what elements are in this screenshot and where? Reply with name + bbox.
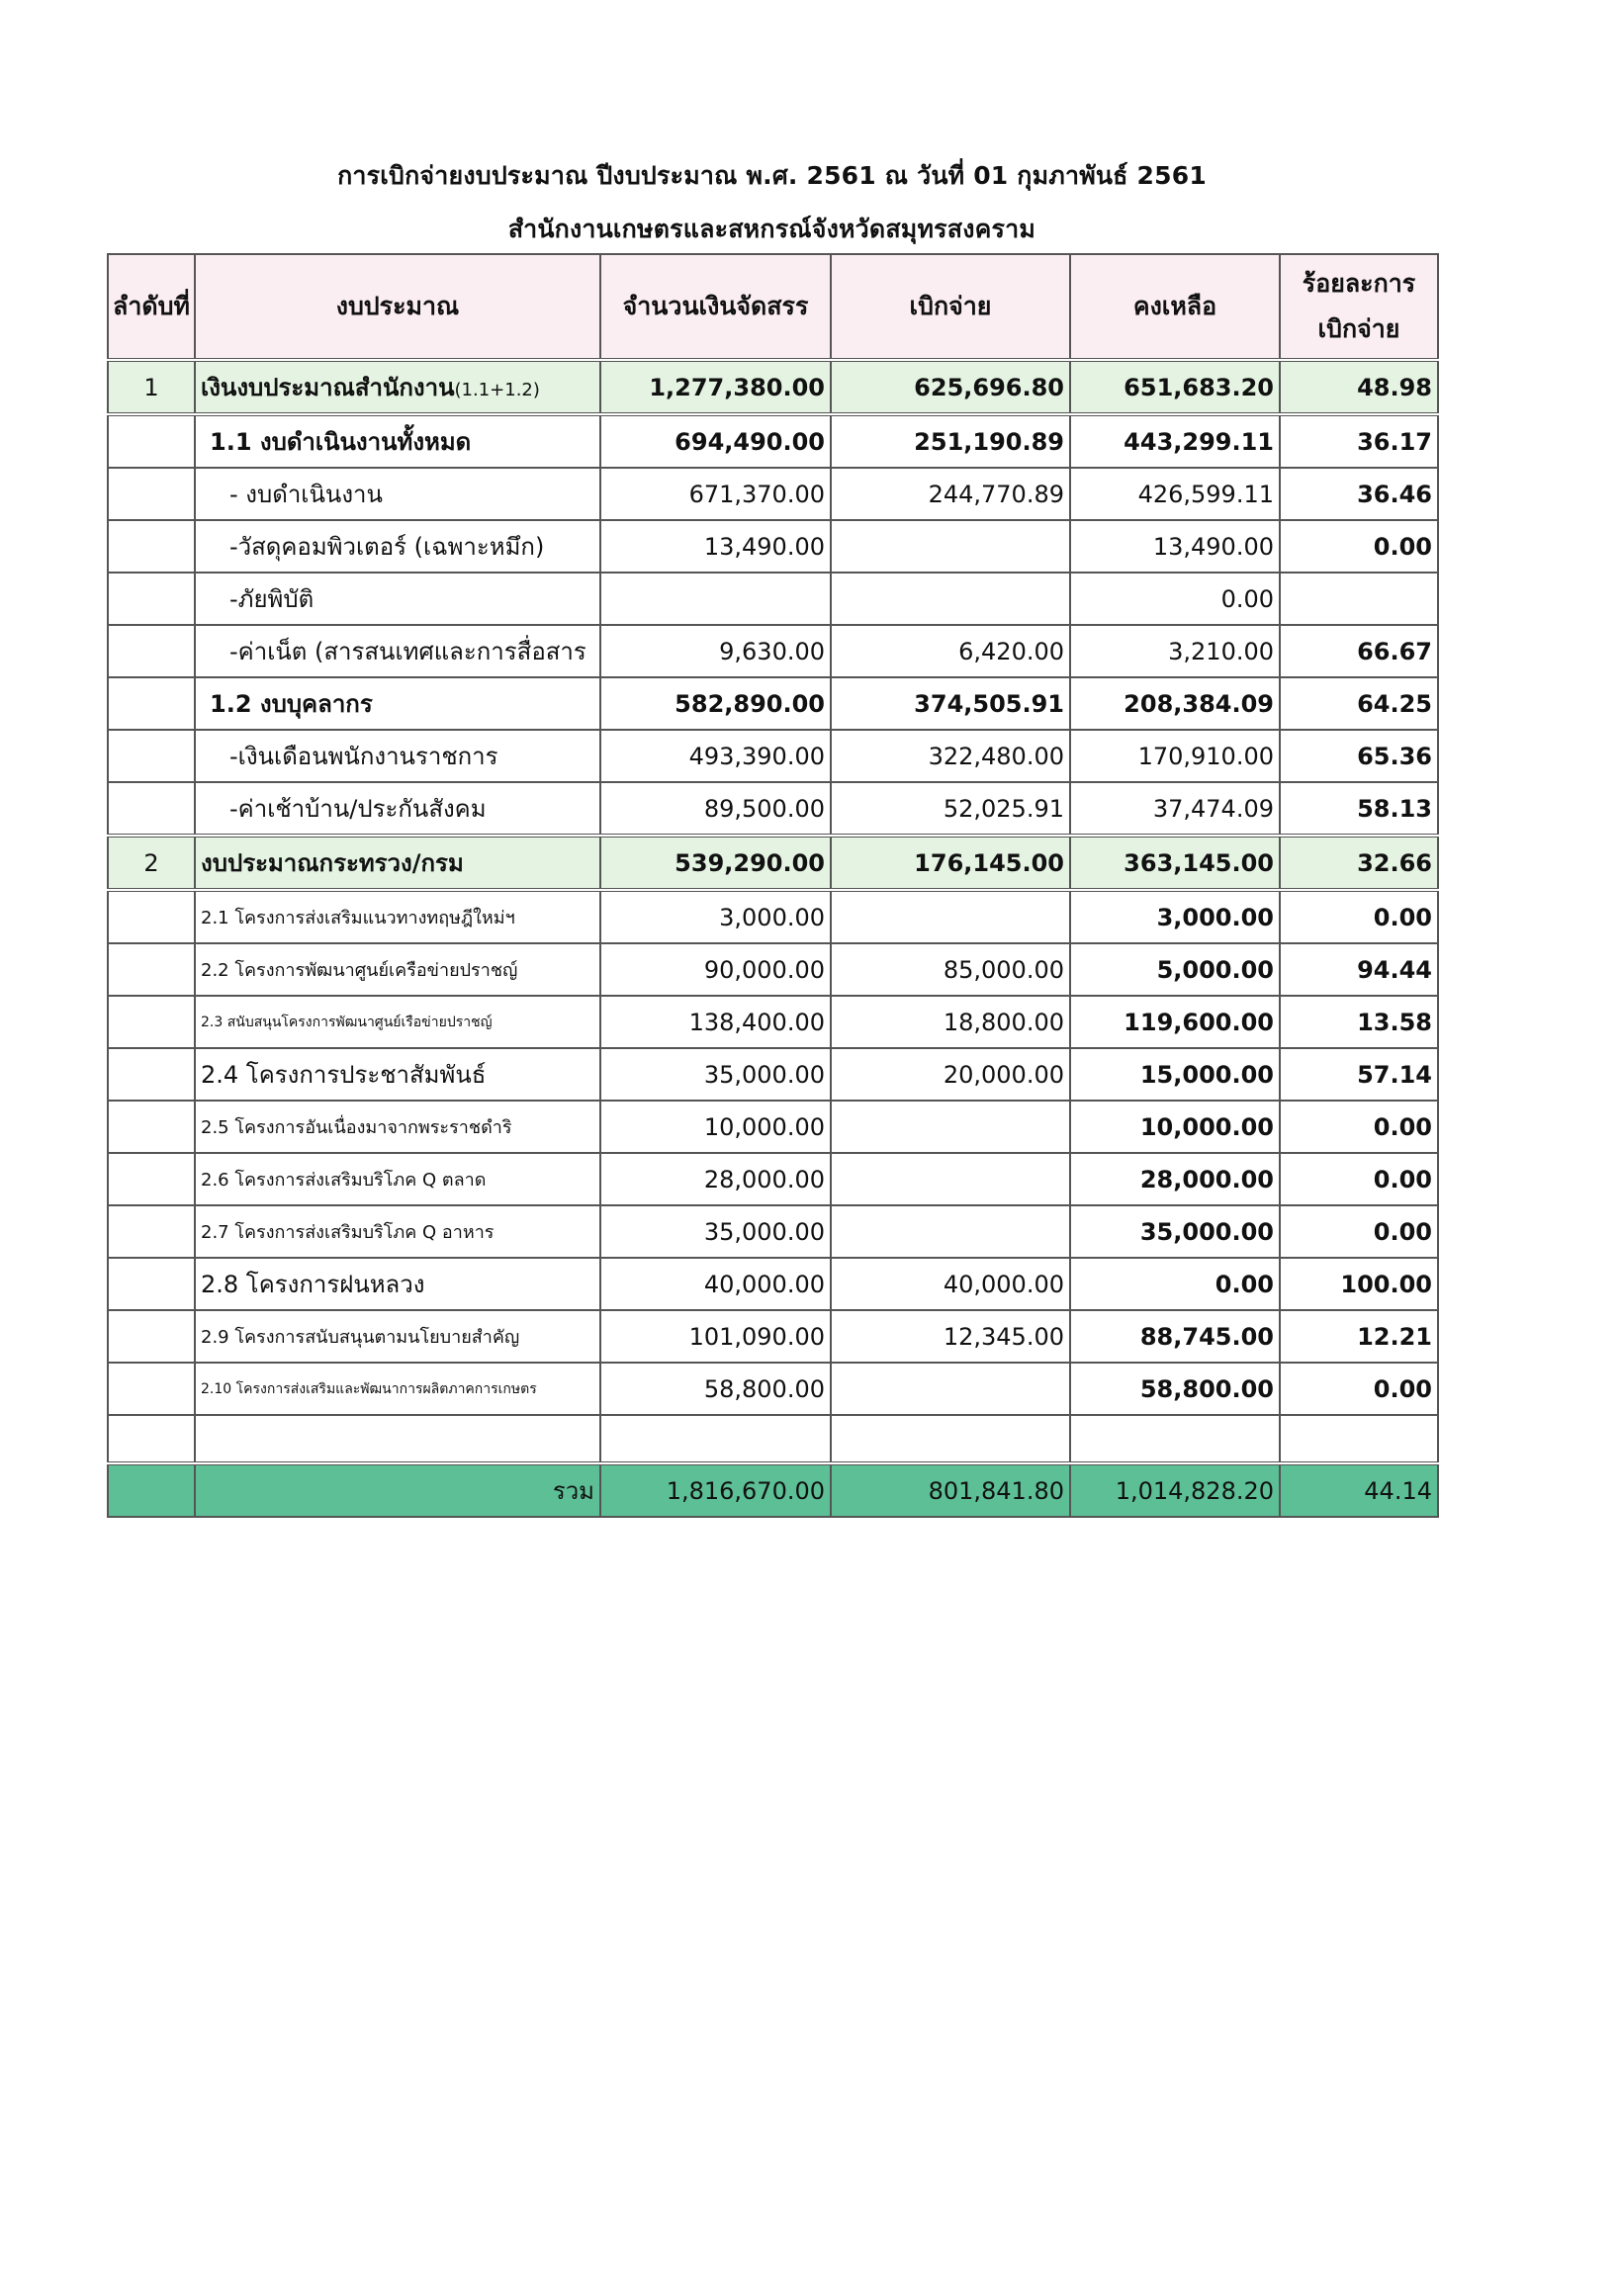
row-allocated: 35,000.00 [600, 1205, 831, 1258]
table-row [108, 1258, 1438, 1310]
row-item-text: เงินงบประมาณสำนักงาน [201, 374, 455, 401]
row-disbursed: 244,770.89 [831, 468, 1070, 520]
table-row [108, 1153, 1438, 1205]
row-remaining: 28,000.00 [1070, 1153, 1280, 1205]
header-allocated: จำนวนเงินจัดสรร [600, 254, 831, 360]
row-percent: 0.00 [1280, 1363, 1438, 1415]
row-disbursed: 20,000.00 [831, 1048, 1070, 1101]
row-remaining: 426,599.11 [1070, 468, 1280, 520]
row-percent: 64.25 [1280, 677, 1438, 730]
row-no [108, 1153, 195, 1205]
row-no [108, 1258, 195, 1310]
row-remaining: 443,299.11 [1070, 414, 1280, 468]
row-percent: 0.00 [1280, 1101, 1438, 1153]
row-remaining: 35,000.00 [1070, 1205, 1280, 1258]
row-remaining: 5,000.00 [1070, 943, 1280, 996]
header-no: ลำดับที่ [108, 254, 195, 360]
row-allocated: 493,390.00 [600, 730, 831, 782]
row-item: 2.9 โครงการสนับสนุนตามนโยบายสำคัญ [195, 1310, 600, 1363]
row-item: 2.8 โครงการฝนหลวง [195, 1258, 600, 1310]
row-remaining: 0.00 [1070, 573, 1280, 625]
table-row [108, 996, 1438, 1048]
header-disbursed: เบิกจ่าย [831, 254, 1070, 360]
row-disbursed: 40,000.00 [831, 1258, 1070, 1310]
table-row [108, 1048, 1438, 1101]
row-item: -วัสดุคอมพิวเตอร์ (เฉพาะหมึก) [195, 520, 600, 573]
row-no: 2 [108, 836, 195, 890]
row-percent: 36.46 [1280, 468, 1438, 520]
row-item: 2.4 โครงการประชาสัมพันธ์ [195, 1048, 600, 1101]
row-item: -เงินเดือนพนักงานราชการ [195, 730, 600, 782]
row-percent: 66.67 [1280, 625, 1438, 677]
row-remaining: 119,600.00 [1070, 996, 1280, 1048]
table-row [108, 677, 1438, 730]
row-remaining: 15,000.00 [1070, 1048, 1280, 1101]
total-label: รวม [195, 1463, 600, 1517]
row-disbursed: 176,145.00 [831, 836, 1070, 890]
row-percent: 0.00 [1280, 890, 1438, 943]
row-allocated: 138,400.00 [600, 996, 831, 1048]
row-remaining: 58,800.00 [1070, 1363, 1280, 1415]
table-row [108, 1310, 1438, 1363]
row-allocated: 58,800.00 [600, 1363, 831, 1415]
row-percent: 12.21 [1280, 1310, 1438, 1363]
table-row [108, 573, 1438, 625]
row-no [108, 996, 195, 1048]
row-item: -ค่าเช้าบ้าน/ประกันสังคม [195, 782, 600, 836]
total-allocated: 1,816,670.00 [600, 1463, 831, 1517]
table-row [108, 520, 1438, 573]
total-disbursed: 801,841.80 [831, 1463, 1070, 1517]
row-disbursed [831, 573, 1070, 625]
row-no [108, 1101, 195, 1153]
table-row [108, 782, 1438, 836]
row-allocated: 671,370.00 [600, 468, 831, 520]
total-no [108, 1463, 195, 1517]
row-disbursed [831, 890, 1070, 943]
row-item: 1.2 งบบุคลากร [195, 677, 600, 730]
header-remaining: คงเหลือ [1070, 254, 1280, 360]
row-item: 2.3 สนับสนุนโครงการพัฒนาศูนย์เรือข่ายปราชญ์ [195, 996, 600, 1048]
table-row [108, 1205, 1438, 1258]
budget-table [107, 253, 1439, 1518]
row-item: -ค่าเน็ต (สารสนเทศและการสื่อสาร [195, 625, 600, 677]
empty-cell [108, 1415, 195, 1463]
row-no [108, 943, 195, 996]
row-percent [1280, 573, 1438, 625]
row-percent: 48.98 [1280, 360, 1438, 414]
row-allocated [600, 573, 831, 625]
row-allocated: 28,000.00 [600, 1153, 831, 1205]
row-disbursed: 12,345.00 [831, 1310, 1070, 1363]
row-remaining: 13,490.00 [1070, 520, 1280, 573]
row-allocated: 35,000.00 [600, 1048, 831, 1101]
table-row [108, 890, 1438, 943]
total-percent: 44.14 [1280, 1463, 1438, 1517]
table-row [108, 414, 1438, 468]
row-disbursed [831, 1205, 1070, 1258]
row-disbursed: 52,025.91 [831, 782, 1070, 836]
row-no [108, 1205, 195, 1258]
empty-cell [831, 1415, 1070, 1463]
row-no [108, 625, 195, 677]
row-remaining: 170,910.00 [1070, 730, 1280, 782]
row-percent: 0.00 [1280, 1205, 1438, 1258]
row-no [108, 468, 195, 520]
row-allocated: 101,090.00 [600, 1310, 831, 1363]
row-remaining: 10,000.00 [1070, 1101, 1280, 1153]
table-row [108, 360, 1438, 414]
total-remaining: 1,014,828.20 [1070, 1463, 1280, 1517]
row-item: 2.2 โครงการพัฒนาศูนย์เครือข่ายปราชญ์ [195, 943, 600, 996]
row-item: -ภัยพิบัติ [195, 573, 600, 625]
table-row [108, 943, 1438, 996]
row-percent: 94.44 [1280, 943, 1438, 996]
total-row [108, 1463, 1438, 1517]
row-allocated: 3,000.00 [600, 890, 831, 943]
row-percent: 36.17 [1280, 414, 1438, 468]
empty-cell [1280, 1415, 1438, 1463]
table-row [108, 625, 1438, 677]
row-item: 2.6 โครงการส่งเสริมบริโภค Q ตลาด [195, 1153, 600, 1205]
row-item: งบประมาณกระทรวง/กรม [195, 836, 600, 890]
document-subtitle: สำนักงานเกษตรและสหกรณ์จังหวัดสมุทรสงคราม [507, 215, 1036, 243]
row-allocated: 40,000.00 [600, 1258, 831, 1310]
table-row [108, 468, 1438, 520]
table-row [108, 730, 1438, 782]
row-disbursed: 251,190.89 [831, 414, 1070, 468]
row-disbursed: 18,800.00 [831, 996, 1070, 1048]
header-percent-line2: เบิกจ่าย [1317, 314, 1400, 343]
row-allocated: 9,630.00 [600, 625, 831, 677]
row-remaining: 363,145.00 [1070, 836, 1280, 890]
row-percent: 100.00 [1280, 1258, 1438, 1310]
row-allocated: 539,290.00 [600, 836, 831, 890]
row-no [108, 890, 195, 943]
row-item-suffix: (1.1+1.2) [454, 380, 540, 400]
row-no [108, 573, 195, 625]
table-row [108, 1101, 1438, 1153]
row-disbursed: 322,480.00 [831, 730, 1070, 782]
row-percent: 0.00 [1280, 520, 1438, 573]
row-no: 1 [108, 360, 195, 414]
row-no [108, 520, 195, 573]
row-allocated: 90,000.00 [600, 943, 831, 996]
row-disbursed [831, 520, 1070, 573]
row-percent: 65.36 [1280, 730, 1438, 782]
row-no [108, 1363, 195, 1415]
row-allocated: 13,490.00 [600, 520, 831, 573]
row-percent: 32.66 [1280, 836, 1438, 890]
header-percent-line1: ร้อยละการ [1302, 269, 1416, 298]
row-remaining: 37,474.09 [1070, 782, 1280, 836]
row-remaining: 208,384.09 [1070, 677, 1280, 730]
row-no [108, 782, 195, 836]
document-title: การเบิกจ่ายงบประมาณ ปีงบประมาณ พ.ศ. 2561 ณ วันที่ 01 กุมภาพันธ์ 2561 [337, 161, 1207, 190]
row-item: 2.5 โครงการอันเนื่องมาจากพระราชดำริ [195, 1101, 600, 1153]
row-no [108, 1048, 195, 1101]
row-percent: 0.00 [1280, 1153, 1438, 1205]
row-no [108, 1310, 195, 1363]
empty-row [108, 1415, 1438, 1463]
row-disbursed: 625,696.80 [831, 360, 1070, 414]
row-item: 2.1 โครงการส่งเสริมแนวทางทฤษฎีใหม่ฯ [195, 890, 600, 943]
row-no [108, 730, 195, 782]
row-percent: 13.58 [1280, 996, 1438, 1048]
row-item: 1.1 งบดำเนินงานทั้งหมด [195, 414, 600, 468]
row-allocated: 694,490.00 [600, 414, 831, 468]
row-disbursed [831, 1153, 1070, 1205]
row-item: 2.7 โครงการส่งเสริมบริโภค Q อาหาร [195, 1205, 600, 1258]
header-item: งบประมาณ [195, 254, 600, 360]
row-percent: 58.13 [1280, 782, 1438, 836]
row-remaining: 88,745.00 [1070, 1310, 1280, 1363]
row-percent: 57.14 [1280, 1048, 1438, 1101]
row-disbursed [831, 1363, 1070, 1415]
empty-cell [195, 1415, 600, 1463]
empty-cell [600, 1415, 831, 1463]
row-allocated: 582,890.00 [600, 677, 831, 730]
empty-cell [1070, 1415, 1280, 1463]
row-disbursed: 374,505.91 [831, 677, 1070, 730]
row-item: - งบดำเนินงาน [195, 468, 600, 520]
row-remaining: 3,000.00 [1070, 890, 1280, 943]
row-no [108, 414, 195, 468]
table-row [108, 1363, 1438, 1415]
row-disbursed: 6,420.00 [831, 625, 1070, 677]
header-row [108, 254, 1438, 360]
header-percent [1280, 254, 1438, 360]
row-no [108, 677, 195, 730]
row-item [195, 360, 600, 414]
row-allocated: 1,277,380.00 [600, 360, 831, 414]
row-remaining: 3,210.00 [1070, 625, 1280, 677]
row-allocated: 10,000.00 [600, 1101, 831, 1153]
row-remaining: 0.00 [1070, 1258, 1280, 1310]
row-item: 2.10 โครงการส่งเสริมและพัฒนาการผลิตภาคการเกษตร [195, 1363, 600, 1415]
table-row [108, 836, 1438, 890]
row-disbursed [831, 1101, 1070, 1153]
row-allocated: 89,500.00 [600, 782, 831, 836]
row-disbursed: 85,000.00 [831, 943, 1070, 996]
row-remaining: 651,683.20 [1070, 360, 1280, 414]
